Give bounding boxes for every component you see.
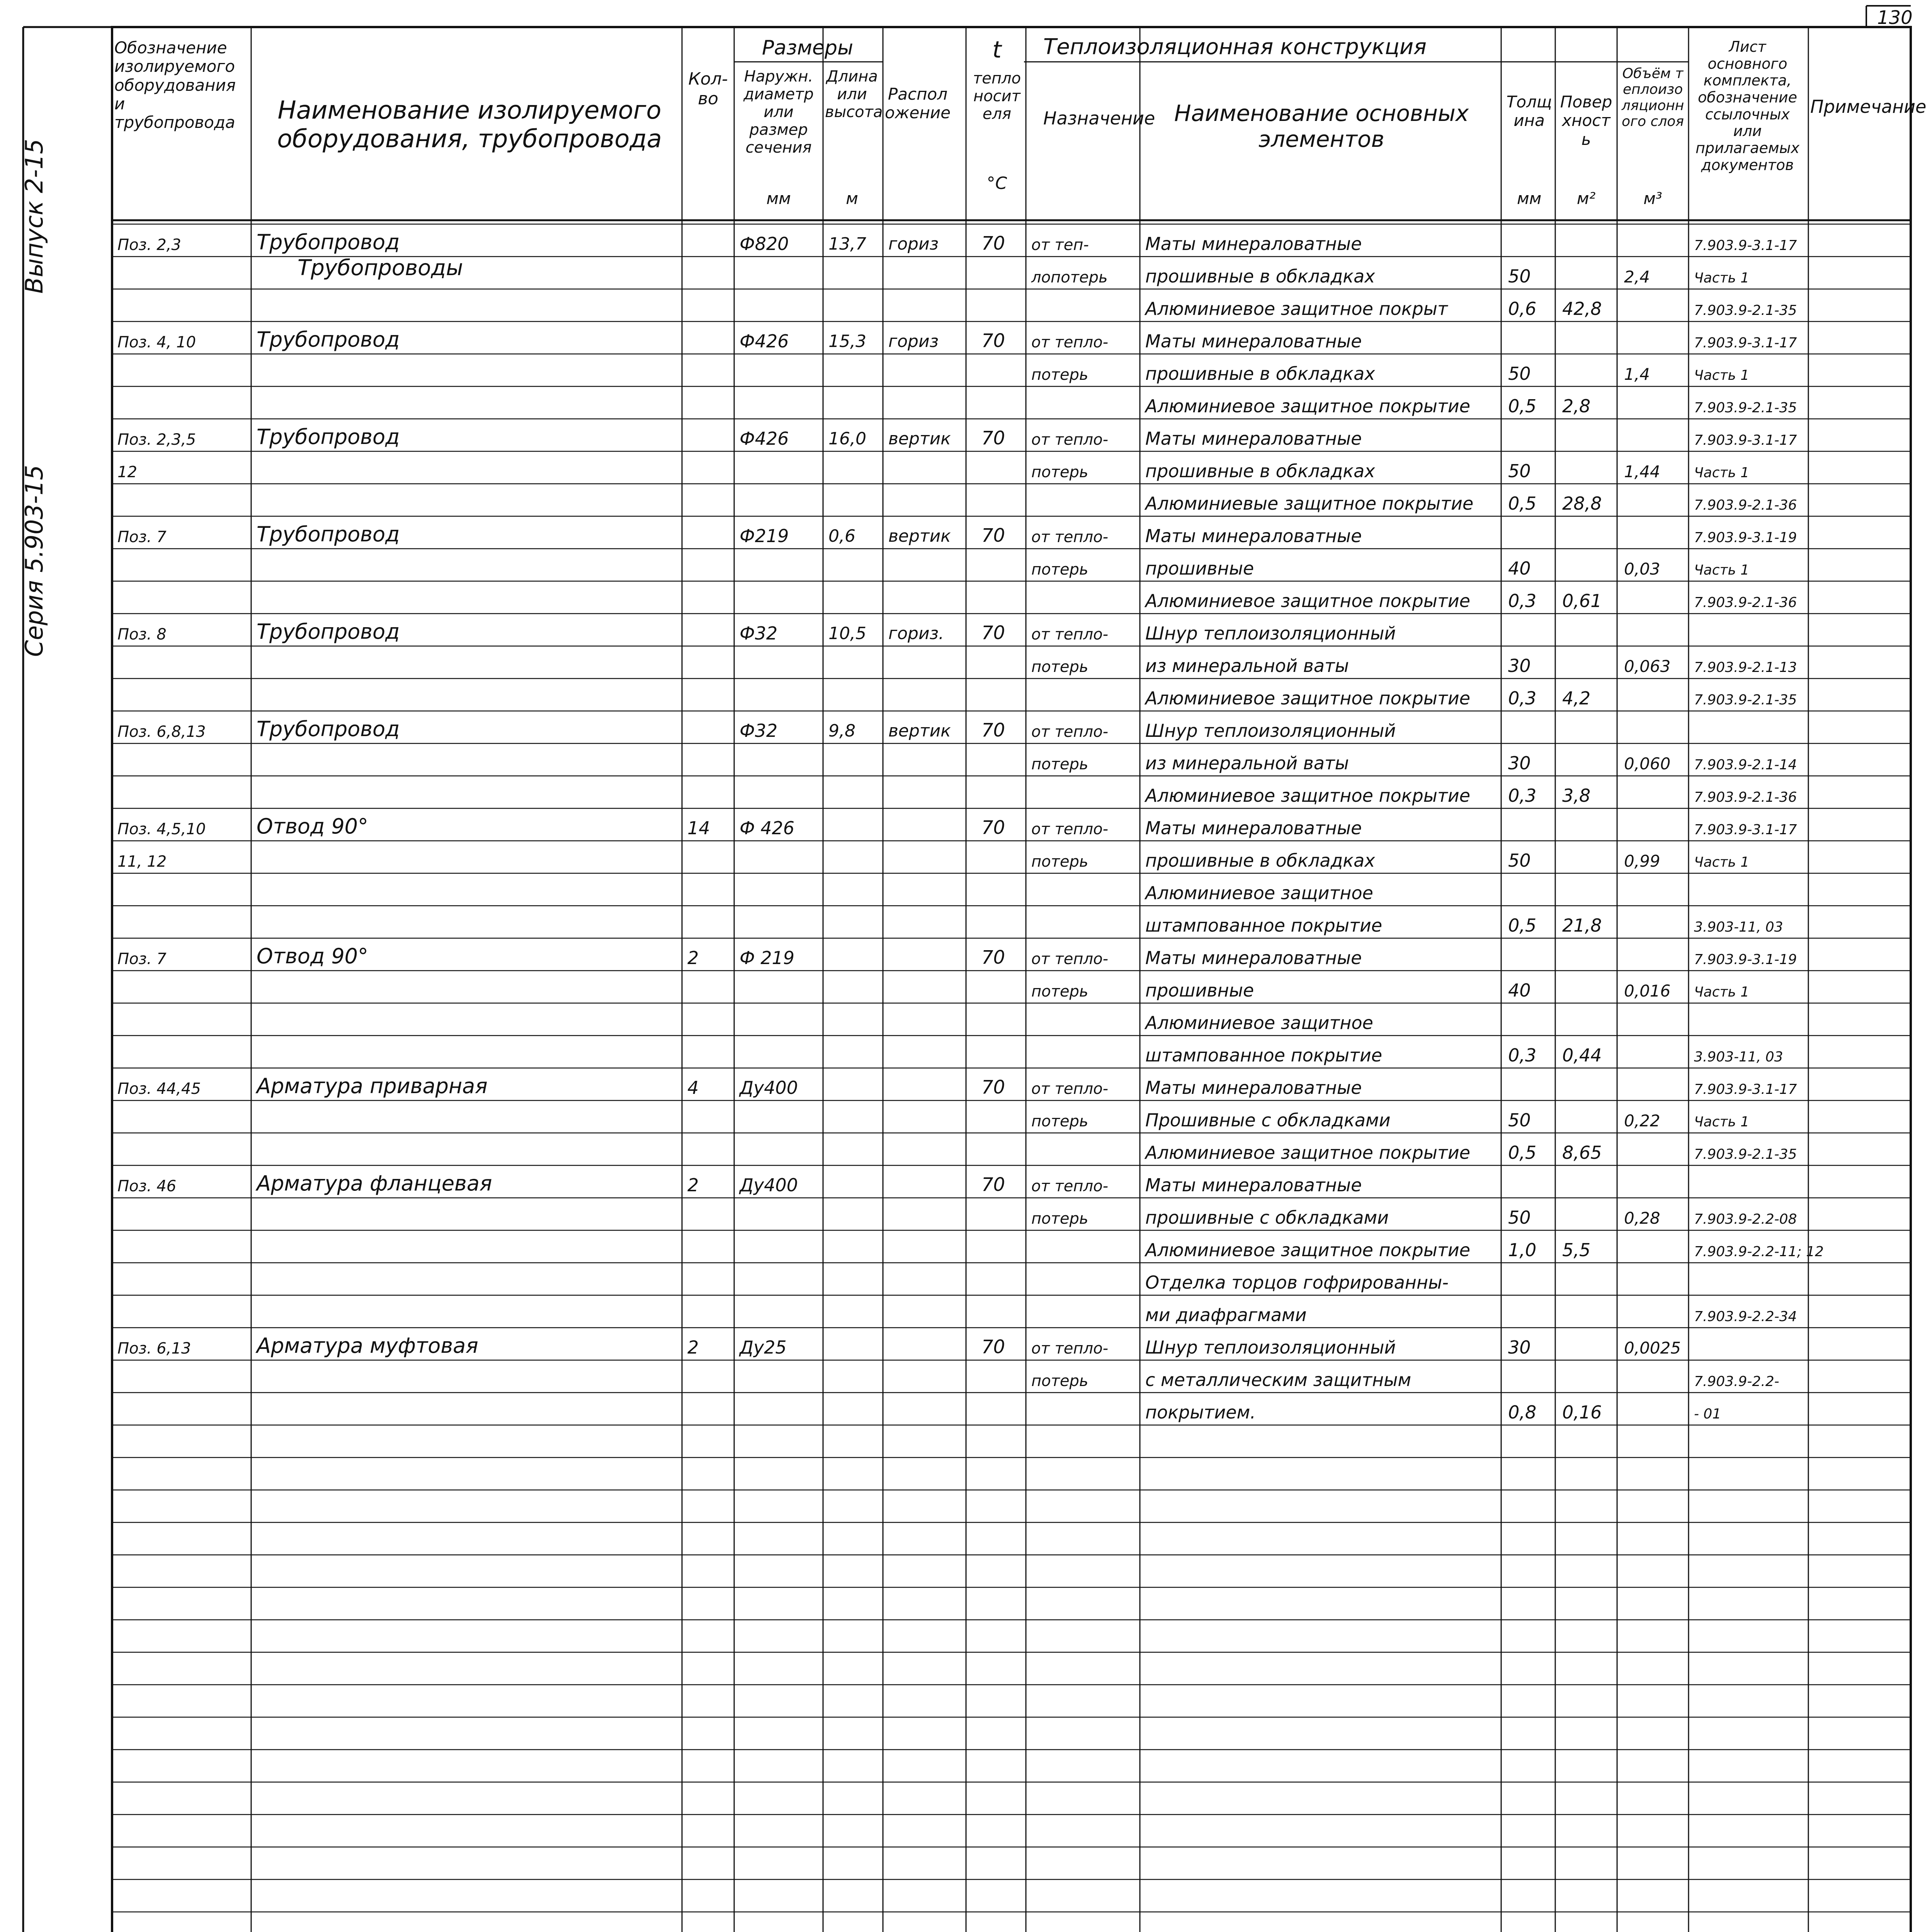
cell-vol: 0,0025 — [1624, 1338, 1681, 1357]
cell-pos: вертик — [888, 429, 951, 449]
cell-t: 70 — [981, 427, 1005, 449]
cell-elem: Алюминиевое защитное покрытие — [1145, 1240, 1470, 1260]
header-sizes: Размеры — [762, 36, 854, 60]
cell-des: Поз. 2,3,5 — [117, 431, 196, 449]
cell-elem: Маты минераловатные — [1145, 428, 1362, 449]
cell-ref: 7.903.9-2.2-11; 12 — [1694, 1244, 1824, 1260]
cell-dia: Ф426 — [740, 428, 789, 449]
cell-elem: Отделка торцов гофрированны- — [1145, 1272, 1449, 1293]
cell-vol: 0,016 — [1624, 981, 1671, 1000]
cell-ref: 7.903.9-2.1-36 — [1694, 595, 1797, 611]
cell-name: Арматура приварная — [257, 1074, 488, 1098]
cell-thick: 30 — [1508, 655, 1531, 676]
cell-t: 70 — [981, 1336, 1005, 1358]
cell-pos: вертик — [888, 721, 951, 741]
cell-ref: Часть 1 — [1694, 270, 1750, 286]
header-designation: Обозначение изолируемого оборудования и трубопровода — [114, 38, 236, 132]
cell-name: Трубопровод — [257, 425, 400, 449]
cell-thick: 0,3 — [1508, 590, 1537, 611]
cell-purp: потерь — [1031, 658, 1088, 676]
cell-purp: лопотерь — [1031, 269, 1108, 286]
cell-purp: потерь — [1031, 983, 1088, 1000]
cell-elem: штампованное покрытие — [1145, 915, 1383, 936]
cell-ref: Часть 1 — [1694, 984, 1750, 1000]
cell-name: Трубопровод — [257, 230, 400, 254]
cell-elem: прошивные с обкладками — [1145, 1207, 1389, 1228]
cell-des: 11, 12 — [117, 853, 167, 871]
cell-des: Поз. 6,8,13 — [117, 723, 206, 741]
cell-ref: Часть 1 — [1694, 465, 1750, 481]
cell-vol: 1,44 — [1624, 462, 1660, 481]
cell-pos: гориз — [888, 332, 939, 351]
cell-dia: Ду400 — [740, 1077, 798, 1098]
cell-thick: 30 — [1508, 1337, 1531, 1358]
header-volume-unit: м³ — [1643, 189, 1662, 208]
cell-pos: вертик — [888, 526, 951, 546]
cell-purp: от тепло- — [1031, 626, 1109, 643]
header-diameter-unit: мм — [766, 189, 791, 208]
cell-elem: прошивные — [1145, 980, 1254, 1001]
cell-thick: 0,6 — [1508, 298, 1537, 319]
cell-vol: 2,4 — [1624, 267, 1650, 286]
cell-purp: потерь — [1031, 561, 1088, 578]
cell-elem: прошивные — [1145, 558, 1254, 579]
header-elements: Наименование основных элементов — [1174, 100, 1469, 152]
cell-ref: Часть 1 — [1694, 367, 1750, 383]
cell-name: Трубопровод — [257, 619, 400, 644]
cell-ref: 7.903.9-2.1-35 — [1694, 303, 1797, 318]
cell-elem: Маты минераловатные — [1145, 526, 1362, 546]
header-length: Длина или высота — [825, 68, 883, 121]
cell-purp: потерь — [1031, 1112, 1088, 1130]
cell-len: 9,8 — [828, 721, 855, 741]
cell-elem: Алюминиевое защитное покрытие — [1145, 688, 1470, 709]
cell-t: 70 — [981, 719, 1005, 741]
cell-purp: потерь — [1031, 755, 1088, 773]
cell-des: Поз. 4, 10 — [117, 333, 196, 351]
cell-elem: Шнур теплоизоляционный — [1145, 720, 1396, 741]
cell-purp: от тепло- — [1031, 1080, 1109, 1098]
header-name: Наименование изолируемого оборудования, трубопровода — [277, 96, 662, 153]
cell-purp: потерь — [1031, 463, 1088, 481]
cell-ref: 7.903.9-2.1-36 — [1694, 789, 1797, 805]
header-position: Расположение — [885, 85, 951, 122]
cell-ref: 7.903.9-2.2-08 — [1694, 1211, 1797, 1227]
cell-ref: 7.903.9-2.2- — [1694, 1374, 1779, 1389]
cell-des: Поз. 2,3 — [117, 236, 181, 254]
cell-thick: 50 — [1508, 363, 1531, 384]
cell-len: 13,7 — [828, 234, 866, 254]
cell-elem: Алюминиевое защитное покрытие — [1145, 1142, 1470, 1163]
cell-thick: 0,5 — [1508, 915, 1537, 936]
cell-des: Поз. 8 — [117, 626, 167, 643]
cell-name: Отвод 90° — [257, 944, 369, 968]
cell-qty: 2 — [687, 1175, 699, 1196]
issue-label: Выпуск 2-15 — [20, 139, 48, 294]
series-label: Серия 5.903-15 — [20, 465, 48, 657]
cell-name: Арматура муфтовая — [257, 1333, 478, 1358]
cell-purp: потерь — [1031, 1210, 1088, 1228]
cell-elem: Маты минераловатные — [1145, 1175, 1362, 1196]
cell-purp: от тепло- — [1031, 950, 1109, 968]
cell-elem: штампованное покрытие — [1145, 1045, 1383, 1066]
cell-len: 16,0 — [828, 429, 866, 449]
cell-t: 70 — [981, 817, 1005, 838]
cell-ref: 7.903.9-2.1-35 — [1694, 692, 1797, 708]
cell-thick: 50 — [1508, 850, 1531, 871]
cell-surf: 2,8 — [1562, 396, 1591, 417]
cell-ref: 3.903-11, 03 — [1694, 919, 1783, 935]
cell-thick: 0,3 — [1508, 1045, 1537, 1066]
cell-thick: 0,3 — [1508, 688, 1537, 709]
cell-pos: гориз. — [888, 624, 944, 643]
cell-ref: 7.903.9-3.1-17 — [1694, 822, 1797, 838]
cell-elem: прошивные в обкладках — [1145, 266, 1375, 287]
cell-surf: 21,8 — [1562, 915, 1602, 936]
cell-surf: 0,44 — [1562, 1045, 1602, 1066]
cell-elem: Маты минераловатные — [1145, 818, 1362, 838]
cell-ref: 7.903.9-3.1-19 — [1694, 530, 1797, 546]
cell-purp: от тепло- — [1031, 723, 1109, 741]
cell-ref: Часть 1 — [1694, 1114, 1750, 1130]
cell-thick: 40 — [1508, 980, 1531, 1001]
cell-elem: Маты минераловатные — [1145, 331, 1362, 352]
cell-purp: от тепло- — [1031, 528, 1109, 546]
cell-elem: Маты минераловатные — [1145, 1077, 1362, 1098]
cell-elem: Маты минераловатные — [1145, 947, 1362, 968]
cell-elem: покрытием. — [1145, 1402, 1256, 1423]
cell-des: Поз. 4,5,10 — [117, 820, 206, 838]
cell-ref: 7.903.9-3.1-17 — [1694, 1082, 1797, 1097]
header-t-unit: °С — [986, 173, 1007, 193]
cell-purp: потерь — [1031, 366, 1088, 384]
cell-elem: Алюминиевое защитное — [1145, 883, 1373, 903]
header-volume: Объём теплоизоляционного слоя — [1621, 66, 1684, 130]
cell-ref: 7.903.9-2.1-36 — [1694, 497, 1797, 513]
cell-thick: 1,0 — [1508, 1240, 1537, 1260]
cell-len: 0,6 — [828, 526, 855, 546]
cell-purp: от тепло- — [1031, 1340, 1109, 1357]
header-surface-unit: м² — [1577, 189, 1596, 208]
cell-thick: 0,5 — [1508, 396, 1537, 417]
cell-des: Поз. 6,13 — [117, 1340, 191, 1357]
cell-dia: Ф 426 — [740, 818, 795, 838]
cell-t: 70 — [981, 1077, 1005, 1098]
cell-elem: Шнур теплоизоляционный — [1145, 623, 1396, 644]
cell-elem: Прошивные с обкладками — [1145, 1110, 1391, 1131]
cell-surf: 28,8 — [1562, 493, 1602, 514]
cell-name: Арматура фланцевая — [257, 1171, 492, 1196]
cell-surf: 0,16 — [1562, 1402, 1602, 1423]
cell-thick: 50 — [1508, 1110, 1531, 1131]
cell-surf: 5,5 — [1562, 1240, 1591, 1260]
cell-qty: 2 — [687, 947, 699, 968]
cell-purp: от тепло- — [1031, 820, 1109, 838]
cell-elem: Алюминиевые защитное покрытие — [1145, 493, 1474, 514]
cell-len: 15,3 — [828, 332, 866, 351]
cell-dia: Ф219 — [740, 526, 789, 546]
cell-t: 70 — [981, 330, 1005, 352]
cell-vol: 0,28 — [1624, 1209, 1660, 1228]
cell-dia: Ду400 — [740, 1175, 798, 1196]
section-title: Трубопроводы — [298, 255, 463, 281]
cell-thick: 30 — [1508, 753, 1531, 774]
cell-qty: 4 — [687, 1077, 699, 1098]
cell-vol: 1,4 — [1624, 365, 1650, 384]
cell-des: Поз. 7 — [117, 528, 167, 546]
header-thickness: Толщина — [1506, 92, 1552, 130]
header-note: Примечание — [1810, 96, 1927, 117]
cell-elem: Алюминиевое защитное — [1145, 1012, 1373, 1033]
cell-elem: прошивные в обкладках — [1145, 363, 1375, 384]
cell-pos: гориз — [888, 234, 939, 254]
cell-ref: 7.903.9-2.2-34 — [1694, 1309, 1797, 1325]
cell-vol: 0,03 — [1624, 560, 1660, 578]
cell-len: 10,5 — [828, 624, 866, 643]
cell-ref: 7.903.9-2.1-14 — [1694, 757, 1797, 773]
cell-dia: Ф32 — [740, 623, 778, 644]
header-purpose: Назначение — [1043, 108, 1155, 129]
cell-ref: Часть 1 — [1694, 562, 1750, 578]
cell-des: 12 — [117, 463, 137, 481]
cell-ref: Часть 1 — [1694, 854, 1750, 870]
header-thickness-unit: мм — [1517, 189, 1542, 208]
cell-elem: прошивные в обкладках — [1145, 850, 1375, 871]
cell-purp: от тепло- — [1031, 1177, 1109, 1195]
cell-surf: 3,8 — [1562, 785, 1591, 806]
cell-qty: 2 — [687, 1337, 699, 1358]
header-temperature: теплоносителя — [973, 70, 1021, 123]
cell-surf: 4,2 — [1562, 688, 1591, 709]
cell-elem: Алюминиевое защитное покрытие — [1145, 590, 1470, 611]
cell-thick: 0,5 — [1508, 493, 1537, 514]
cell-thick: 40 — [1508, 558, 1531, 579]
cell-t: 70 — [981, 525, 1005, 546]
cell-elem: из минеральной ваты — [1145, 753, 1349, 774]
cell-des: Поз. 46 — [117, 1177, 177, 1195]
cell-vol: 0,22 — [1624, 1111, 1660, 1130]
cell-thick: 0,5 — [1508, 1142, 1537, 1163]
cell-name: Отвод 90° — [257, 814, 369, 838]
page-number: 130 — [1877, 7, 1913, 29]
cell-elem: из минеральной ваты — [1145, 655, 1349, 676]
cell-name: Трубопровод — [257, 327, 400, 352]
cell-name: Трубопровод — [257, 717, 400, 741]
cell-elem: Шнур теплоизоляционный — [1145, 1337, 1396, 1358]
cell-elem: Алюминиевое защитное покрыт — [1145, 298, 1448, 319]
cell-thick: 0,8 — [1508, 1402, 1537, 1423]
cell-ref: 7.903.9-3.1-17 — [1694, 238, 1797, 253]
cell-surf: 0,61 — [1562, 590, 1602, 611]
cell-vol: 0,063 — [1624, 657, 1671, 676]
cell-ref: 7.903.9-2.1-35 — [1694, 1146, 1797, 1162]
cell-thick: 50 — [1508, 1207, 1531, 1228]
cell-purp: от теп- — [1031, 236, 1089, 254]
header-sheet-ref: Лист основного комплекта, обозначение ссылочных или прилагаемых документов — [1695, 38, 1800, 173]
cell-elem: ми диафрагмами — [1145, 1304, 1307, 1325]
cell-purp: от тепло- — [1031, 333, 1109, 351]
header-surface: Поверхность — [1560, 92, 1612, 149]
cell-elem: Маты минераловатные — [1145, 233, 1362, 254]
cell-ref: 7.903.9-2.1-13 — [1694, 660, 1797, 675]
header-qty: Кол-во — [688, 69, 728, 109]
cell-vol: 0,060 — [1624, 754, 1671, 773]
cell-name: Трубопровод — [257, 522, 400, 546]
header-t-symbol: t — [992, 36, 1002, 63]
cell-ref: 7.903.9-3.1-17 — [1694, 432, 1797, 448]
cell-elem: прошивные в обкладках — [1145, 461, 1375, 481]
cell-ref: - 01 — [1694, 1406, 1721, 1422]
cell-ref: 7.903.9-2.1-35 — [1694, 400, 1797, 416]
cell-ref: 7.903.9-3.1-19 — [1694, 952, 1797, 968]
cell-thick: 50 — [1508, 461, 1531, 481]
cell-thick: 0,3 — [1508, 785, 1537, 806]
cell-purp: потерь — [1031, 853, 1088, 871]
cell-t: 70 — [981, 947, 1005, 968]
cell-surf: 8,65 — [1562, 1142, 1602, 1163]
cell-elem: с металлическим защитным — [1145, 1369, 1412, 1390]
cell-t: 70 — [981, 233, 1005, 254]
cell-dia: Ду25 — [740, 1337, 787, 1358]
cell-des: Поз. 7 — [117, 950, 167, 968]
header-diameter: Наружн. диаметр или размер сечения — [743, 68, 814, 156]
header-length-unit: м — [846, 189, 858, 208]
cell-qty: 14 — [687, 818, 710, 838]
cell-purp: потерь — [1031, 1372, 1088, 1390]
cell-ref: 7.903.9-3.1-17 — [1694, 335, 1797, 351]
cell-dia: Ф32 — [740, 720, 778, 741]
cell-des: Поз. 44,45 — [117, 1080, 201, 1098]
cell-t: 70 — [981, 622, 1005, 644]
cell-surf: 42,8 — [1562, 298, 1602, 319]
cell-thick: 50 — [1508, 266, 1531, 287]
cell-dia: Ф426 — [740, 331, 789, 352]
cell-dia: Ф820 — [740, 233, 789, 254]
cell-elem: Алюминиевое защитное покрытие — [1145, 785, 1470, 806]
cell-t: 70 — [981, 1174, 1005, 1196]
cell-vol: 0,99 — [1624, 852, 1660, 871]
header-insulation: Теплоизоляционная конструкция — [1043, 34, 1427, 60]
cell-purp: от тепло- — [1031, 431, 1109, 449]
cell-elem: Алюминиевое защитное покрытие — [1145, 396, 1470, 417]
cell-ref: 3.903-11, 03 — [1694, 1049, 1783, 1065]
cell-dia: Ф 219 — [740, 947, 795, 968]
